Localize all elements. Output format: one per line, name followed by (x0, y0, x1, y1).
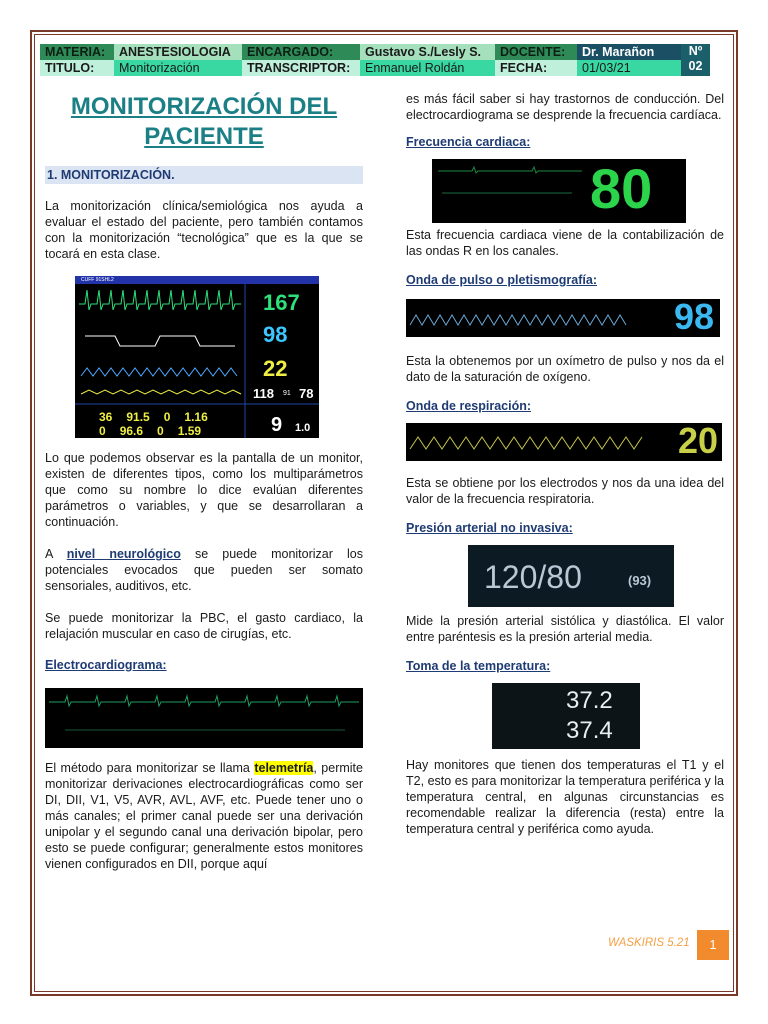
number-cell (681, 44, 710, 76)
ecg-heading: Electrocardiograma: (45, 658, 167, 672)
monitor-row1-val-2: 91.5 (126, 410, 150, 424)
title-line-1: MONITORIZACIÓN DEL (70, 93, 338, 120)
footer-label: WASKIRIS 5.21 (608, 937, 690, 949)
monitor-row1-val-1: 36 (99, 410, 113, 424)
docente-value: Dr. Marañon (577, 44, 681, 60)
neuro-post: se puede monitorizar los potenciales evocados que pueden ser somato sensoriales, auditivos, etc. (45, 547, 363, 593)
temp-paragraph: Hay monitores que tienen dos temperaturas el T1 y el T2, esto es para monitorizar la temperatura periférica y la temperatura central, en algunas circunstancias es recomendable realizar la diferencia (resta) entre la temperatura central y periférica como ayuda. (406, 758, 724, 836)
pulso-paragraph: Esta la obtenemos por un oxímetro de pulso y nos da el dato de la saturación de oxígeno. (406, 354, 724, 384)
left-column (45, 92, 363, 872)
resp-heading: Onda de respiración: (406, 399, 532, 413)
monitor-row2-val-1: 0 (99, 424, 106, 438)
fc-value: 80 (590, 159, 653, 220)
monitor-temp-big: 9 (271, 414, 283, 436)
monitor-top-bar: CUFF 91SHL2 (75, 276, 319, 284)
title-line-2: PACIENTE (144, 123, 264, 150)
pulso-heading: Onda de pulso o pletismografía: (406, 273, 597, 287)
neuro-pre: A (45, 547, 53, 561)
telemetria-post: , permite monitorizar derivaciones electrocardiográficas como ser DI, DII, V1, V5, AVR, AVL, AVF, etc. Puede tener uno o más canales; el primer canal puede ser una derivación unipolar y el segundo canal una derivación bipolar, pero esto se puede configurar; generalmente estos monitores vienen configurados en DII, porque aquí (45, 761, 363, 871)
temp-image (492, 683, 640, 749)
pulso-waveform (406, 299, 720, 337)
monitor-nibp-dia: 78 (299, 386, 314, 401)
fecha-value: 01/03/21 (577, 60, 681, 76)
monitor-temp-small: 1.0 (295, 422, 311, 434)
monitor-row2-val-2: 96.6 (119, 424, 144, 438)
right-column (406, 91, 724, 837)
pulso-image (406, 299, 720, 337)
monitor-row1-val-3: 0 (163, 410, 171, 424)
titulo-label: TITULO: (40, 60, 114, 76)
monitor-row2-val-4: 1.59 (177, 424, 202, 438)
temp-2-value: 37.4 (566, 717, 613, 744)
materia-value: ANESTESIOLOGIA (114, 44, 242, 60)
telemetria-highlight: telemetría (254, 761, 314, 775)
pa-value: 120/80 (484, 559, 582, 595)
continued-paragraph: es más fácil saber si hay trastornos de conducción. Del electrocardiograma se desprende la frecuencia cardíaca. (406, 92, 724, 122)
resp-value: 20 (678, 423, 719, 461)
monitor-nibp: 118 (253, 386, 274, 401)
fc-heading: Frecuencia cardiaca: (406, 135, 531, 149)
telemetria-paragraph (45, 760, 363, 872)
monitor-hr: 167 (263, 290, 300, 315)
section-heading: 1. MONITORIZACIÓN. (45, 166, 363, 184)
pbc-paragraph: Se puede monitorizar la PBC, el gasto cardiaco, la relajación muscular en caso de cirugías, etc. (45, 611, 363, 641)
fc-image (432, 159, 686, 223)
pa-image (468, 545, 674, 607)
monitor-resp: 22 (263, 356, 288, 381)
intro-paragraph: La monitorización clínica/semiológica nos ayuda a evaluar el estado del paciente, pero también contamos con la monitorización “tecnológica” que es la que se tocará en esta clase. (45, 199, 363, 261)
docente-label: DOCENTE: (495, 44, 577, 60)
transcriptor-value: Enmanuel Roldán (360, 60, 495, 76)
pa-mean: (93) (628, 573, 652, 588)
telemetria-pre: El método para monitorizar se llama (45, 761, 250, 775)
page-title (45, 92, 363, 152)
temp-heading: Toma de la temperatura: (406, 659, 551, 673)
multiparameter-monitor-image (75, 276, 319, 438)
resp-paragraph: Esta se obtiene por los electrodos y nos da una idea del valor de la frecuencia respiratoria. (406, 476, 724, 506)
number-value: 02 (688, 59, 703, 73)
monitor-row1-val-4: 1.16 (184, 410, 208, 424)
pulso-value: 98 (674, 299, 715, 337)
ecg-strip-image (45, 688, 363, 748)
pa-heading: Presión arterial no invasiva: (406, 521, 573, 535)
titulo-value: Monitorización (114, 60, 242, 76)
monitor-nibp-mean: 91 (283, 390, 291, 397)
temp-1-value: 37.2 (566, 687, 613, 714)
fecha-label: FECHA: (495, 60, 577, 76)
neuro-link[interactable]: nivel neurológico (66, 547, 181, 561)
ecg-waveform (45, 688, 363, 748)
monitor-paragraph: Lo que podemos observar es la pantalla de un monitor, existen de diferentes tipos, como los multiparámetros que como su nombre lo dice evalúan diferentes parámetros o variables, y que se desarrollaran a continuación. (45, 451, 363, 529)
monitor-row-1 (99, 410, 208, 424)
encargado-label: ENCARGADO: (242, 44, 360, 60)
resp-waveform (406, 423, 722, 461)
page-number: 1 (697, 930, 729, 960)
pa-paragraph: Mide la presión arterial sistólica y diastólica. El valor entre paréntesis es la presión arterial media. (406, 614, 724, 644)
resp-image (406, 423, 722, 461)
fc-paragraph: Esta frecuencia cardiaca viene de la contabilización de las ondas R en los canales. (406, 228, 724, 258)
materia-label: MATERIA: (40, 44, 114, 60)
neuro-paragraph (45, 546, 363, 594)
monitor-row2-val-3: 0 (157, 424, 164, 438)
header-table (40, 44, 710, 76)
transcriptor-label: TRANSCRIPTOR: (242, 60, 360, 76)
number-label: Nº (688, 44, 703, 58)
monitor-row-2 (99, 424, 201, 438)
encargado-value: Gustavo S./Lesly S. (360, 44, 495, 60)
monitor-spo2: 98 (263, 322, 288, 347)
